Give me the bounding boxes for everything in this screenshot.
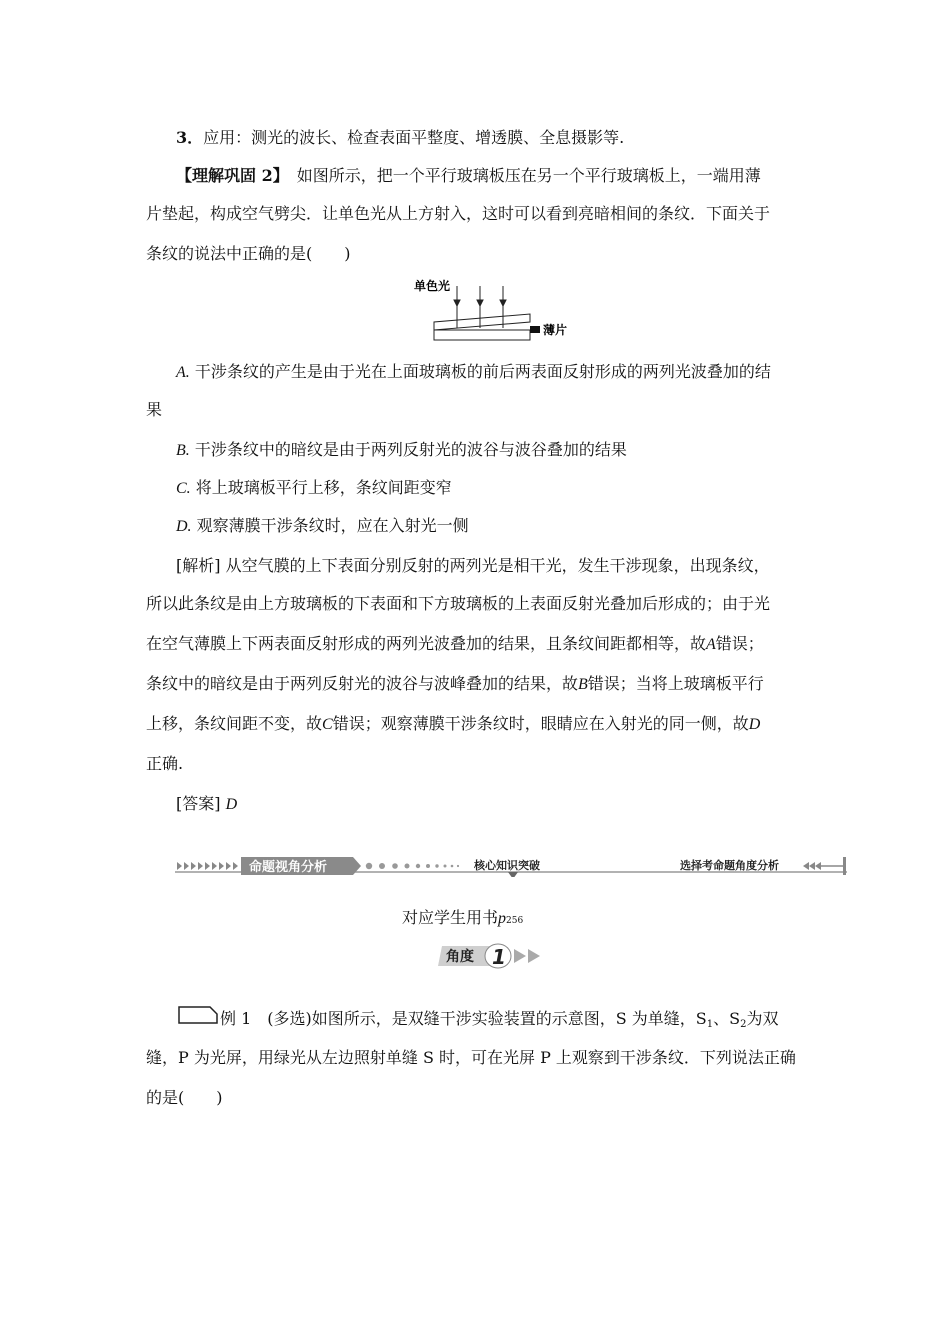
book-ref-p: p (498, 910, 507, 927)
option-a-text: 干涉条纹的产生是由于光在上面玻璃板的前后两表面反射形成的两列光波叠加的结 (194, 362, 771, 381)
example-line-2: 缝，P 为光屏，用绿光从左边照射单缝 S 时，可在光屏 P 上观察到干涉条纹．下列说法正确 (146, 1048, 796, 1067)
analysis-line-5 (146, 714, 760, 735)
question-line-1 (176, 166, 761, 186)
point-3 (176, 128, 624, 148)
angle-badge (438, 943, 550, 969)
option-c-key: C. (176, 480, 191, 497)
banner-mid-label: 核心知识突破 (474, 859, 540, 872)
point-number: 3． (176, 128, 204, 147)
back-arrow-icons (803, 862, 821, 870)
option-ref: D (748, 716, 761, 733)
angle-label: 角度 (446, 949, 474, 965)
book-ref-text: 对应学生用书 (402, 908, 499, 927)
analysis-text: 错误； (715, 634, 764, 653)
book-ref-page: 256 (506, 916, 524, 926)
play-icon (528, 949, 540, 963)
subscript: 1 (706, 1019, 714, 1030)
question-tag: 【理解巩固 2】 (176, 166, 281, 185)
option-ref: A (706, 636, 716, 653)
banner-left-label: 命题视角分析 (249, 860, 328, 875)
analysis-line-4 (146, 674, 764, 695)
question-text: 如图所示，把一个平行玻璃板压在另一个平行玻璃板上，一端用薄 (296, 166, 761, 185)
option-b (176, 440, 627, 461)
light-label: 单色光 (414, 279, 451, 293)
answer-label: [答案] (176, 794, 221, 813)
analysis-line-3 (146, 634, 764, 655)
option-a-key: A. (176, 364, 190, 381)
dot-icons (366, 863, 459, 869)
analysis-text: 错误；当将上玻璃板平行 (587, 674, 764, 693)
example-text: 为双 (746, 1009, 779, 1028)
option-ref: B (578, 676, 588, 693)
pointer-icon (508, 872, 518, 877)
answer (176, 794, 237, 815)
example-line-1 (220, 1009, 779, 1035)
example-text: 例 1 (多选)如图所示，是双缝干涉实验装置的示意图，S 为单缝，S (220, 1009, 707, 1028)
option-ref: C (322, 716, 333, 733)
option-a (176, 362, 771, 383)
analysis-text: 上移，条纹间距不变，故 (146, 714, 323, 733)
option-b-text: 干涉条纹中的暗纹是由于两列反射光的波谷与波谷叠加的结果 (194, 440, 627, 459)
example-text: 、S (713, 1009, 741, 1028)
option-d-text: 观察薄膜干涉条纹时，应在入射光一侧 (196, 516, 469, 535)
shim (530, 326, 540, 333)
air-wedge-figure (412, 278, 592, 348)
question-line-3: 条纹的说法中正确的是( ) (146, 244, 351, 263)
banner-right-label: 选择考命题角度分析 (680, 859, 779, 872)
book-ref (402, 908, 523, 931)
option-c (176, 478, 452, 499)
analysis-text: 错误；观察薄膜干涉条纹时，眼睛应在入射光的同一侧，故 (332, 714, 749, 733)
light-arrows (454, 286, 506, 328)
analysis-line-2: 所以此条纹是由上方玻璃板的下表面和下方玻璃板的上表面反射光叠加后形成的；由于光 (146, 594, 771, 613)
chevron-icons (177, 862, 238, 870)
shim-label: 薄片 (543, 323, 568, 337)
lower-glass-plate (434, 330, 530, 340)
analysis-text: 在空气薄膜上下两表面反射形成的两列光波叠加的结果，且条纹间距都相等，故 (146, 634, 707, 653)
analysis-line-1: [解析] 从空气膜的上下表面分别反射的两列光是相干光，发生干涉现象，出现条纹， (176, 556, 770, 575)
option-a-cont: 果 (146, 400, 163, 419)
example-box-icon (178, 1006, 218, 1024)
option-d-key: D. (176, 518, 192, 535)
section-banner (175, 855, 847, 877)
example-line-3: 的是( ) (146, 1088, 223, 1107)
angle-number: 1 (492, 945, 506, 969)
option-c-text: 将上玻璃板平行上移，条纹间距变窄 (195, 478, 452, 497)
option-d (176, 516, 469, 537)
option-b-key: B. (176, 442, 190, 459)
answer-value: D (225, 796, 238, 813)
analysis-line-6: 正确. (146, 754, 184, 773)
question-line-2: 片垫起，构成空气劈尖．让单色光从上方射入，这时可以看到亮暗相间的条纹．下面关于 (146, 204, 771, 223)
subscript: 2 (740, 1019, 747, 1030)
upper-glass-plate (434, 314, 530, 330)
play-icon (514, 949, 526, 963)
point-text: 应用：测光的波长、检查表面平整度、增透膜、全息摄影等. (203, 128, 625, 147)
analysis-text: 条纹中的暗纹是由于两列反射光的波谷与波峰叠加的结果，故 (146, 674, 579, 693)
